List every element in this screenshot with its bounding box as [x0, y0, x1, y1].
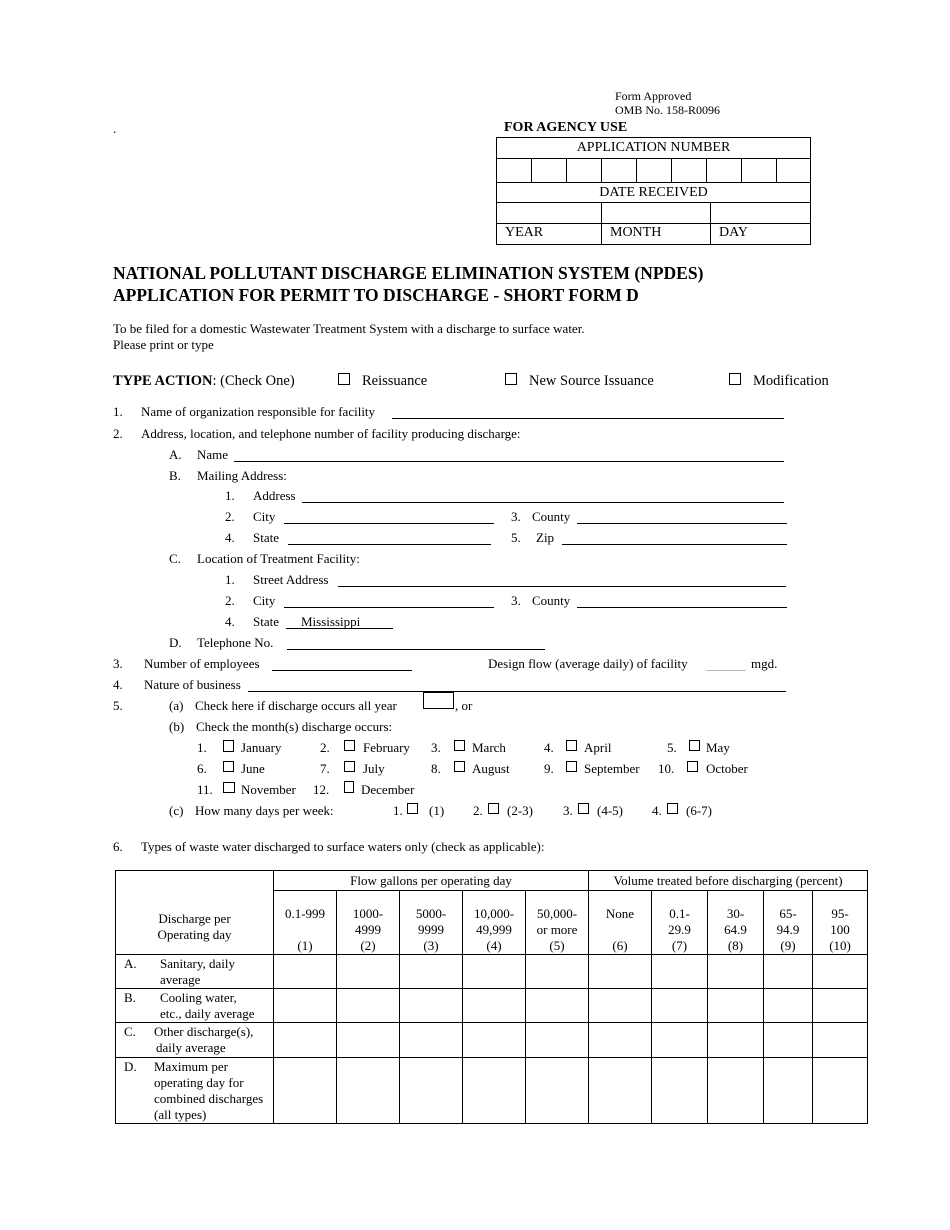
for-agency-use-heading: FOR AGENCY USE — [504, 120, 628, 135]
month-april-label: April — [584, 740, 612, 755]
item-2-label: Address, location, and telephone number of facility producing discharge: — [141, 426, 521, 441]
location-county-field[interactable] — [577, 607, 787, 608]
omb-number: OMB No. 158-R0096 — [615, 103, 721, 117]
month-october-checkbox[interactable] — [687, 761, 698, 772]
table-entry-cell[interactable] — [652, 1023, 708, 1058]
mailing-state-label: State — [253, 530, 279, 545]
table-row — [116, 955, 868, 989]
row-label-line: combined discharges — [154, 1091, 264, 1106]
month-october-label: October — [706, 761, 748, 776]
column-header-code: (6) — [612, 938, 628, 953]
month-december-label: December — [361, 782, 415, 797]
mailing-county-field[interactable] — [577, 523, 787, 524]
table-entry-cell[interactable] — [589, 989, 652, 1023]
table-entry-cell[interactable] — [708, 1058, 764, 1124]
column-header-top: 5000- — [415, 906, 447, 921]
location-state-number: 4. — [225, 614, 235, 629]
nature-of-business-label: Nature of business — [144, 677, 241, 692]
table-row — [116, 1023, 868, 1058]
table-entry-cell[interactable] — [526, 1023, 589, 1058]
item-2c-label: Location of Treatment Facility: — [197, 551, 360, 566]
column-header-top: 50,000- — [536, 906, 578, 921]
row-label-cell — [116, 1023, 274, 1058]
design-flow-label: Design flow (average daily) of facility — [488, 656, 688, 671]
flow-header: Flow gallons per operating day — [274, 871, 589, 891]
table-entry-cell[interactable] — [337, 1023, 400, 1058]
month-april-checkbox[interactable] — [566, 740, 577, 751]
item-6-label: Types of waste water discharged to surface waters only (check as applicable): — [141, 839, 545, 854]
month-may-label: May — [706, 740, 730, 755]
table-entry-cell[interactable] — [400, 989, 463, 1023]
table-entry-cell[interactable] — [764, 955, 813, 989]
column-header-mid: or more — [536, 922, 578, 937]
street-address-number: 1. — [225, 572, 235, 587]
table-entry-cell[interactable] — [400, 1058, 463, 1124]
table-entry-cell[interactable] — [708, 1023, 764, 1058]
table-entry-cell[interactable] — [764, 1023, 813, 1058]
table-entry-cell[interactable] — [526, 1058, 589, 1124]
month-august-checkbox[interactable] — [454, 761, 465, 772]
location-city-number: 2. — [225, 593, 235, 608]
row-label-line: (all types) — [154, 1107, 207, 1122]
table-entry-cell[interactable] — [764, 989, 813, 1023]
column-header-code: (5) — [549, 938, 565, 953]
street-address-field[interactable] — [338, 586, 786, 587]
table-entry-cell[interactable] — [652, 955, 708, 989]
month-september-label: September — [584, 761, 640, 776]
column-header-top: 1000- — [352, 906, 384, 921]
row-letter: B. — [124, 990, 136, 1005]
mailing-state-number: 4. — [225, 530, 235, 545]
row-letter: D. — [124, 1059, 137, 1074]
days-6-7-label: (6-7) — [686, 803, 712, 818]
row-label-cell — [116, 989, 274, 1023]
month-august-label: August — [472, 761, 510, 776]
month-march-label: March — [472, 740, 506, 755]
telephone-label: Telephone No. — [197, 635, 274, 650]
nature-of-business-field[interactable] — [248, 691, 786, 692]
month-september-checkbox[interactable] — [566, 761, 577, 772]
street-address-label: Street Address — [253, 572, 329, 587]
column-header-code: (10) — [829, 938, 851, 953]
agency-use-box — [496, 137, 811, 245]
month-may-checkbox[interactable] — [689, 740, 700, 751]
row-label-line: Other discharge(s), — [154, 1024, 254, 1039]
table-row — [116, 989, 868, 1023]
column-header-top: 0.1- — [669, 906, 690, 921]
days-option-number: 1. — [393, 803, 403, 818]
row-label-line: etc., daily average — [160, 1006, 255, 1021]
row-letter: C. — [124, 1024, 136, 1039]
mailing-address-field[interactable] — [302, 502, 784, 503]
column-header-code: (2) — [360, 938, 376, 953]
day-label: DAY — [719, 225, 749, 240]
table-entry-cell[interactable] — [337, 955, 400, 989]
days-4-5-checkbox[interactable] — [578, 803, 589, 814]
telephone-field[interactable] — [287, 649, 545, 650]
mailing-city-number: 2. — [225, 509, 235, 524]
new-source-checkbox[interactable] — [505, 373, 517, 385]
column-header-code: (8) — [727, 938, 744, 953]
days-option-number: 2. — [473, 803, 483, 818]
item-2b-label: Mailing Address: — [197, 468, 287, 483]
column-header-code: (7) — [671, 938, 688, 953]
table-entry-cell[interactable] — [708, 989, 764, 1023]
month-number: 6. — [197, 761, 207, 776]
employees-label: Number of employees — [144, 656, 260, 671]
table-entry-cell[interactable] — [400, 1023, 463, 1058]
item-4-number: 4. — [113, 677, 123, 692]
organization-name-field[interactable] — [392, 418, 784, 419]
intro-line2: Please print or type — [113, 337, 214, 352]
date-received-label: DATE RECEIVED — [497, 183, 810, 203]
days-option-number: 4. — [652, 803, 662, 818]
table-entry-cell[interactable] — [589, 1058, 652, 1124]
application-number-cells[interactable] — [497, 159, 810, 183]
column-header-top: 0.1-999 — [284, 906, 326, 921]
month-number: 7. — [320, 761, 330, 776]
days-2-3-label: (2-3) — [507, 803, 533, 818]
item-2-number: 2. — [113, 426, 123, 441]
row-label-line: average — [160, 972, 201, 987]
table-entry-cell[interactable] — [463, 989, 526, 1023]
item-5b-letter: (b) — [169, 719, 185, 734]
column-header-mid: 49,999 — [476, 922, 512, 937]
column-header-top: 10,000- — [473, 906, 515, 921]
month-label: MONTH — [610, 225, 662, 240]
month-february-checkbox[interactable] — [344, 740, 355, 751]
column-header-top: 95- — [831, 906, 849, 921]
row-label-line: Maximum per — [154, 1059, 229, 1074]
location-county-label: County — [532, 593, 571, 608]
row-label-line: Sanitary, daily — [160, 956, 235, 971]
table-entry-cell[interactable] — [813, 955, 868, 989]
column-header-code: (3) — [423, 938, 439, 953]
stray-dot: . — [113, 121, 117, 136]
mailing-zip-label: Zip — [536, 530, 555, 545]
item-2a-label: Name — [197, 447, 229, 462]
month-number: 5. — [667, 740, 677, 755]
mailing-county-label: County — [532, 509, 571, 524]
item-5a-letter: (a) — [169, 698, 184, 713]
row-header-line2: Operating day — [157, 927, 232, 942]
mailing-zip-number: 5. — [511, 530, 521, 545]
item-2c-letter: C. — [169, 551, 181, 566]
column-header-code: (9) — [780, 938, 796, 953]
table-entry-cell[interactable] — [337, 1058, 400, 1124]
modification-label: Modification — [753, 373, 829, 389]
days-option-number: 3. — [563, 803, 573, 818]
column-header — [526, 891, 589, 955]
month-number: 3. — [431, 740, 441, 755]
table-entry-cell[interactable] — [274, 1023, 337, 1058]
table-entry-cell[interactable] — [813, 989, 868, 1023]
table-entry-cell[interactable] — [274, 955, 337, 989]
table-entry-cell[interactable] — [463, 1058, 526, 1124]
column-header — [337, 891, 400, 955]
month-january-label: January — [241, 740, 282, 755]
month-number: 11. — [197, 782, 213, 797]
row-label-line: Cooling water, — [160, 990, 237, 1005]
month-june-label: June — [241, 761, 265, 776]
month-june-checkbox[interactable] — [223, 761, 234, 772]
reissuance-checkbox[interactable] — [338, 373, 350, 385]
year-label: YEAR — [505, 225, 544, 240]
month-number: 4. — [544, 740, 554, 755]
column-header — [813, 891, 868, 955]
location-state-value: Mississippi — [301, 614, 361, 629]
month-number: 2. — [320, 740, 330, 755]
design-flow-field[interactable] — [706, 670, 746, 671]
mailing-address-label: Address — [253, 488, 296, 503]
column-header-code: (1) — [297, 938, 313, 953]
location-city-label: City — [253, 593, 276, 608]
month-number: 8. — [431, 761, 441, 776]
waste-water-table — [115, 870, 868, 1124]
column-header — [463, 891, 526, 955]
column-header-mid — [274, 922, 336, 938]
month-january-checkbox[interactable] — [223, 740, 234, 752]
row-label-cell — [116, 955, 274, 989]
mailing-address-number: 1. — [225, 488, 235, 503]
application-number-label: APPLICATION NUMBER — [497, 138, 810, 159]
intro-line1: To be filed for a domestic Wastewater Treatment System with a discharge to surface water. — [113, 321, 585, 336]
column-header-top: None — [605, 906, 635, 921]
month-december-checkbox[interactable] — [344, 781, 354, 793]
column-header-mid: 29.9 — [668, 922, 691, 937]
mgd-unit: mgd. — [751, 656, 778, 671]
row-header-cell — [116, 871, 274, 955]
page-title-line1: NATIONAL POLLUTANT DISCHARGE ELIMINATION SYSTEM (NPDES) — [113, 263, 704, 283]
item-2b-letter: B. — [169, 468, 181, 483]
table-entry-cell[interactable] — [589, 1023, 652, 1058]
volume-header: Volume treated before discharging (percent) — [589, 871, 868, 891]
item-5-number: 5. — [113, 698, 123, 713]
table-entry-cell[interactable] — [708, 955, 764, 989]
table-entry-cell[interactable] — [589, 955, 652, 989]
month-february-label: February — [363, 740, 410, 755]
mailing-county-number: 3. — [511, 509, 521, 524]
column-header-mid: 64.9 — [724, 922, 747, 937]
table-entry-cell[interactable] — [652, 1058, 708, 1124]
column-header — [652, 891, 708, 955]
month-march-checkbox[interactable] — [454, 740, 465, 751]
mailing-state-field[interactable] — [288, 544, 491, 545]
item-2d-letter: D. — [169, 635, 182, 650]
table-row — [116, 1058, 868, 1124]
all-year-label: Check here if discharge occurs all year — [195, 698, 397, 713]
item-6-number: 6. — [113, 839, 123, 854]
item-5c-letter: (c) — [169, 803, 184, 818]
table-entry-cell[interactable] — [463, 955, 526, 989]
column-header — [589, 891, 652, 955]
month-july-checkbox[interactable] — [344, 761, 355, 772]
item-1-number: 1. — [113, 404, 123, 419]
row-label-cell — [116, 1058, 274, 1124]
item-2a-letter: A. — [169, 447, 182, 462]
location-county-number: 3. — [511, 593, 521, 608]
item-1-label: Name of organization responsible for facility — [141, 404, 376, 419]
employees-field[interactable] — [272, 670, 412, 671]
row-label-line: daily average — [156, 1040, 226, 1055]
column-header — [400, 891, 463, 955]
item-3-number: 3. — [113, 656, 123, 671]
mailing-city-label: City — [253, 509, 276, 524]
table-entry-cell[interactable] — [274, 1058, 337, 1124]
page-title-line2: APPLICATION FOR PERMIT TO DISCHARGE - SHORT FORM D — [113, 285, 639, 305]
all-year-or: , or — [455, 698, 473, 713]
column-header-top: 30- — [726, 906, 745, 921]
column-header-top: 65- — [779, 906, 797, 921]
table-entry-cell[interactable] — [526, 989, 589, 1023]
table-entry-cell[interactable] — [400, 955, 463, 989]
days-2-3-checkbox[interactable] — [488, 803, 499, 814]
table-entry-cell[interactable] — [813, 1023, 868, 1058]
new-source-label: New Source Issuance — [529, 373, 654, 389]
row-label-line: operating day for — [154, 1075, 244, 1090]
mailing-city-field[interactable] — [284, 523, 494, 524]
days-1-checkbox[interactable] — [407, 803, 418, 814]
type-action-label: TYPE ACTION: (Check One) — [113, 373, 295, 389]
days-per-week-label: How many days per week: — [195, 803, 334, 818]
month-july-label: July — [363, 761, 385, 776]
facility-name-field[interactable] — [234, 461, 784, 462]
month-number: 10. — [658, 761, 675, 776]
row-letter: A. — [124, 956, 137, 971]
all-year-checkbox[interactable] — [423, 692, 454, 709]
column-header — [708, 891, 764, 955]
date-received-cells[interactable] — [497, 203, 810, 224]
month-november-label: November — [241, 782, 296, 797]
reissuance-label: Reissuance — [362, 373, 428, 389]
column-header-mid: 100 — [830, 922, 850, 937]
location-state-label: State — [253, 614, 279, 629]
column-header-mid — [589, 922, 651, 938]
table-entry-cell[interactable] — [652, 989, 708, 1023]
modification-checkbox[interactable] — [729, 373, 741, 385]
column-header-mid: 94.9 — [776, 922, 800, 937]
table-entry-cell[interactable] — [337, 989, 400, 1023]
days-4-5-label: (4-5) — [597, 803, 623, 818]
table-entry-cell[interactable] — [526, 955, 589, 989]
column-header-mid: 9999 — [418, 922, 444, 937]
months-label: Check the month(s) discharge occurs: — [196, 719, 393, 734]
table-entry-cell[interactable] — [274, 989, 337, 1023]
row-header-line1: Discharge per — [158, 911, 231, 926]
table-entry-cell[interactable] — [463, 1023, 526, 1058]
days-6-7-checkbox[interactable] — [667, 803, 678, 814]
mailing-zip-field[interactable] — [562, 544, 787, 545]
table-entry-cell[interactable] — [764, 1058, 813, 1124]
column-header — [764, 891, 813, 955]
table-entry-cell[interactable] — [813, 1058, 868, 1124]
location-city-field[interactable] — [284, 607, 494, 608]
form-approved-text: Form Approved — [615, 89, 692, 103]
column-header-mid: 4999 — [355, 922, 381, 937]
month-number: 12. — [313, 782, 330, 797]
column-header — [274, 891, 337, 955]
column-header-code: (4) — [486, 938, 502, 953]
days-1-label: (1) — [429, 803, 445, 818]
month-number: 1. — [197, 740, 207, 755]
month-november-checkbox[interactable] — [223, 782, 235, 793]
month-number: 9. — [544, 761, 554, 776]
